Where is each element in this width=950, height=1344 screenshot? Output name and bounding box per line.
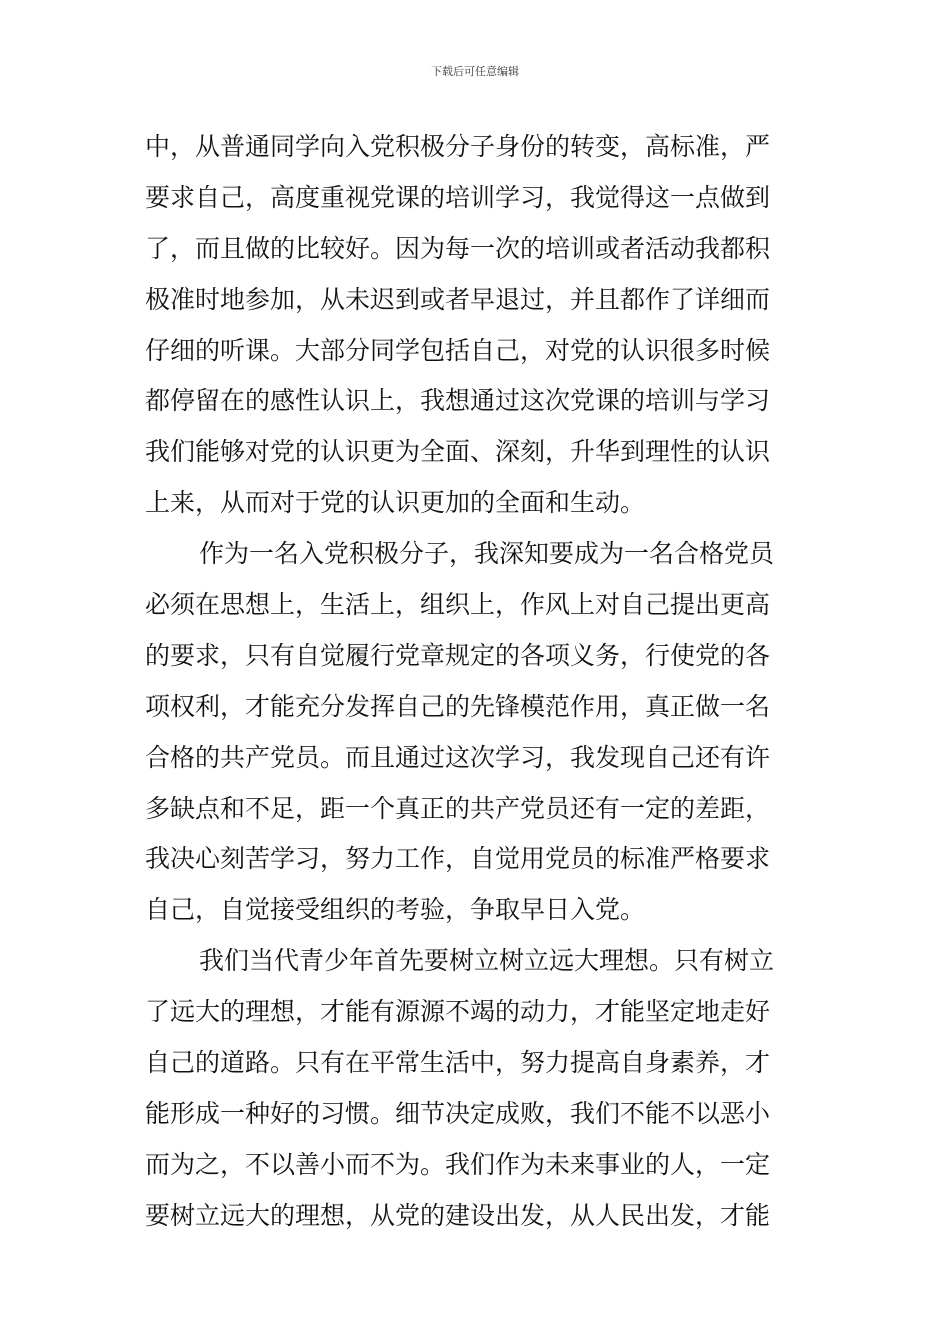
text-line: 项权利，才能充分发挥自己的先锋模范作用，真正做一名 [145, 691, 771, 721]
text-line: 中，从普通同学向入党积极分子身份的转变，高标准，严 [145, 132, 771, 161]
text-line: 上来，从而对于党的认识更加的全面和生动。 [145, 488, 646, 518]
text-line: 我们能够对党的认识更为全面、深刻，升华到理性的认识 [145, 437, 771, 467]
text-line: 自己，自觉接受组织的考验，争取早日入党。 [145, 895, 646, 925]
text-line: 了，而且做的比较好。因为每一次的培训或者活动我都积 [145, 233, 771, 263]
text-line: 而为之，不以善小而不为。我们作为未来事业的人，一定 [145, 1149, 771, 1179]
text-line: 要树立远大的理想，从党的建设出发，从人民出发，才能 [145, 1200, 771, 1230]
text-line: 仔细的听课。大部分同学包括自己，对党的认识很多时候 [145, 335, 771, 365]
paragraph-first-line: 我们当代青少年首先要树立树立远大理想。只有树立 [199, 946, 775, 976]
text-line: 自己的道路。只有在平常生活中，努力提高自身素养，才 [145, 1048, 771, 1078]
text-line: 能形成一种好的习惯。细节决定成败，我们不能不以恶小 [145, 1098, 771, 1128]
text-line: 必须在思想上，生活上，组织上，作风上对自己提出更高 [145, 590, 771, 620]
text-line: 合格的共产党员。而且通过这次学习，我发现自己还有许 [145, 742, 771, 772]
document-body [145, 122, 815, 1242]
text-line: 多缺点和不足，距一个真正的共产党员还有一定的差距， [145, 793, 771, 823]
text-line: 极准时地参加，从未迟到或者早退过，并且都作了详细而 [145, 284, 771, 314]
text-line: 都停留在的感性认识上，我想通过这次党课的培训与学习 [145, 386, 771, 416]
text-line: 的要求，只有自觉履行党章规定的各项义务，行使党的各 [145, 640, 771, 670]
text-line: 了远大的理想，才能有源源不竭的动力，才能坚定地走好 [145, 997, 771, 1027]
paragraph-first-line: 作为一名入党积极分子，我深知要成为一名合格党员 [199, 539, 775, 569]
text-line: 要求自己，高度重视党课的培训学习，我觉得这一点做到 [145, 182, 771, 212]
page-header: 下载后可任意编辑 [431, 65, 519, 78]
text-line: 我决心刻苦学习，努力工作，自觉用党员的标准严格要求 [145, 844, 771, 874]
